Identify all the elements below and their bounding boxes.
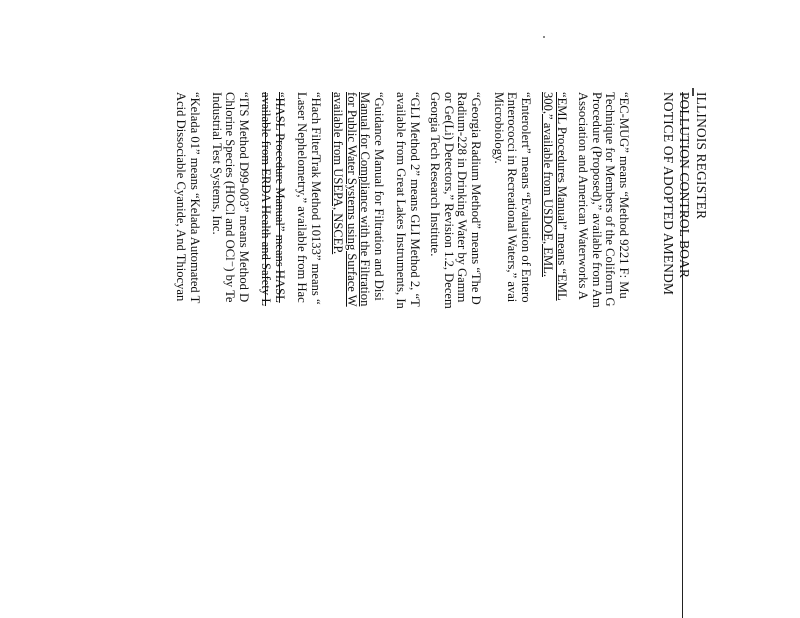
- definition-line: Industrial Test Systems, Inc.: [209, 92, 224, 235]
- definition-line: Enterococci in Recreational Waters,” avai: [505, 92, 520, 303]
- register-header: ILLINOIS REGISTER: [694, 92, 709, 220]
- definition-line: “Enterolert” means “Evaluation of Entero: [519, 92, 533, 303]
- definition-line: Technique for Members of the Coliform G: [603, 92, 618, 307]
- definition-line: Microbiology.: [491, 92, 506, 164]
- definition-line: “EML Procedures Manual” means “EML: [555, 92, 569, 301]
- definition-line: “ITS Method D99-003” means Method D: [237, 92, 251, 303]
- definition-line: available from ERDA Health and Safety L: [259, 92, 274, 307]
- definition-line: Laser Nephelometry,” available from Hac: [295, 92, 310, 303]
- definition-line: Georgia Tech Research Institute.: [428, 92, 443, 257]
- definition-gli-method-2: [394, 92, 421, 309]
- definition-line: “Guidance Manual for Filtration and Disi: [372, 92, 386, 301]
- definition-ec-mug: [576, 92, 630, 308]
- definition-line: Radium-228 in Drinking Water by Gamm: [455, 92, 470, 303]
- definition-line: for Public Water Systems using Surface W: [344, 92, 359, 307]
- definition-line: Association and American Waterworks A: [576, 92, 591, 300]
- definition-line: Chlorine Species (HOCl and OCl⁻) by Te: [223, 92, 238, 303]
- definition-georgia-radium: [428, 92, 482, 309]
- board-header: POLLUTION CONTROL BOAR: [677, 92, 692, 279]
- definition-hasl-procedure-struck: [259, 92, 286, 306]
- definition-line: “Hach FilterTrak Method 10133” means “: [309, 92, 323, 305]
- definition-its-method: [209, 92, 250, 303]
- definition-kelada-01: [174, 92, 201, 303]
- definition-eml-procedures: [541, 92, 568, 301]
- definition-line: Acid Dissociable Cyanide, And Thiocyan: [174, 92, 189, 302]
- definition-line: “EC-MUG” means “Method 9221 F: Mu: [617, 92, 631, 299]
- definition-enterolert: [491, 92, 532, 303]
- definition-hach-filtertrak: [295, 92, 322, 305]
- definition-line: Procedure (Proposed),” available from Am: [589, 92, 604, 308]
- definition-line: available from USEPA, NSCEP.: [331, 92, 346, 255]
- definition-guidance-manual: [331, 92, 385, 307]
- scan-speck: [543, 36, 545, 38]
- definition-line: “HASL Procedure Manual” means HASL: [273, 92, 287, 303]
- definition-line: “Kelada 01” means “Kelada Automated T: [188, 92, 202, 304]
- definition-line: “Georgia Radium Method” means “The D: [469, 92, 483, 305]
- definition-line: or Ge(Li) Detectors,” Revision 1.2, Decem: [441, 92, 456, 309]
- notice-header: NOTICE OF ADOPTED AMENDM: [661, 92, 676, 296]
- definition-line: Manual for Compliance with the Filtration: [358, 92, 373, 307]
- definition-line: 300,” available from USDOE, EML.: [541, 92, 556, 278]
- definition-line: “GLI Method 2” means GLI Method 2, “T: [408, 92, 422, 307]
- definition-line: available from Great Lakes Instruments, In: [394, 92, 409, 309]
